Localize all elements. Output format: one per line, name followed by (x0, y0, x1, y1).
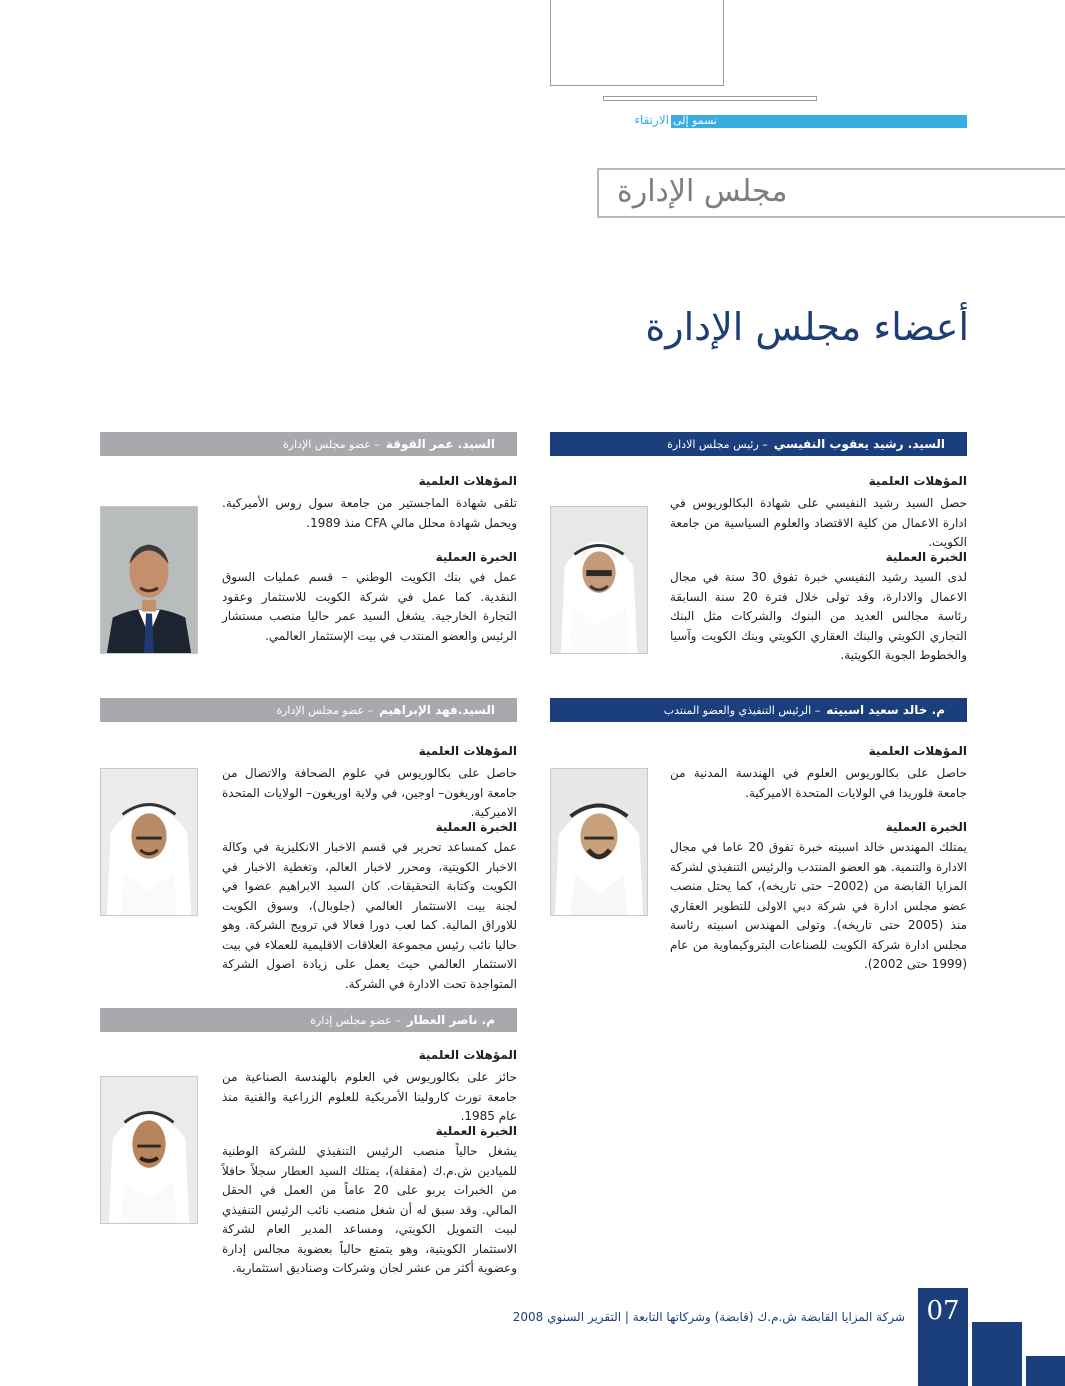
member-photo-1 (550, 506, 648, 654)
page-title: أعضاء مجلس الإدارة (645, 305, 969, 349)
member-role: – الرئيس التنفيذي والعضو المنتدب (663, 703, 821, 717)
footer-block-decoration (972, 1322, 1022, 1386)
experience-heading: الخبرة العملية (885, 820, 967, 834)
member-name: م. ناصر العطار (406, 1013, 495, 1027)
slogan-highlight-box (597, 115, 671, 128)
member-photo-3 (550, 768, 648, 916)
footer-block-decoration-small (1026, 1356, 1065, 1386)
member-role: – عضو مجلس الإدارة (283, 437, 380, 451)
member-header-1 (550, 432, 967, 456)
qualifications-heading: المؤهلات العلمية (418, 1048, 517, 1062)
section-title: مجلس الإدارة (617, 174, 788, 209)
member-photo-2 (100, 506, 198, 654)
member-experience: عمل كمساعد تحرير في قسم الاخبار الانكليزية في وكالة الاخبار الكويتية، ومحرر لاخبار العالم، وتغطية الاخبار في الكويت وكتابة التحقيقات. كان السيد الابراهيم عضوا في لجنة بيت الاستثمار العالمي (جلوبال)، وسوق الكويت للاوراق المالية. كما لعب دورا فعالا في ترويج الشركة. وهو حاليا نائب رئيس مجموعة العلاقات الاقليمية للعملاء في بيت الاستثمار العالمي حيث يعمل على زيادة اصول الشركة المتواجدة تحت الادارة في الشركة. (222, 840, 517, 991)
qualifications-heading: المؤهلات العلمية (418, 474, 517, 488)
page-number: 07 (926, 1296, 960, 1326)
slogan-bar (597, 115, 967, 128)
qualifications-heading: المؤهلات العلمية (868, 474, 967, 488)
member-header-5 (100, 1008, 517, 1032)
member-qualifications: حاصل على بكالوريوس العلوم في الهندسة المدنية من جامعة فلوريدا في الولايات المتحدة الاميركية. (670, 766, 967, 800)
member-qualifications: حاصل على بكالوريوس في علوم الصحافة والاتصال من جامعة اوريغون– اوجين، في ولاية اوريغون– الولايات المتحدة الاميركية. (222, 766, 517, 819)
member-name: السيد.فهد الإبراهيم (379, 703, 495, 717)
experience-heading: الخبرة العملية (435, 550, 517, 564)
member-experience: عمل في بنك الكويت الوطني – قسم عمليات السوق النقدية. كما عمل في شركة الكويت للاستثمار وعقود التجارة الخارجية. يشغل السيد عمر حاليا منصب مستشار الرئيس والعضو المنتدب في بيت الإستثمار العالمي. (222, 570, 517, 643)
member-experience: لدى السيد رشيد النفيسي خبرة تفوق 30 سنة في مجال الاعمال والادارة، وقد تولى خلال فترة 20 سنة السابقة رئاسة مجالس العديد من البنوك والشركات مثل البنك التجاري الكويتي والبنك العقاري الكويتي وبنك الكويت وآسيا والخطوط الجوية الكويتية. (670, 570, 968, 662)
member-name: السيد. عمر القوقة (385, 437, 495, 451)
page-number-box (918, 1288, 968, 1386)
member-photo-5 (100, 1076, 198, 1224)
top-line-decoration (603, 96, 817, 101)
footer-text: شركة المزايا القابضة ش.م.ك (قابضة) وشركاتها التابعة | التقرير السنوي 2008 (512, 1310, 905, 1324)
section-header (597, 168, 1065, 218)
member-experience: يمتلك المهندس خالد اسبيته خبرة تفوق 20 عاما في مجال الادارة والتنمية. هو العضو المنتدب والرئيس التنفيذي لشركة المزايا القابضة من (2002– حتى تاريخه)، كما يحتل منصب عضو مجلس ادارة في شركة دبي الاولى للتطوير العقاري منذ (2005 حتى تاريخه). وتولى المهندس اسبيته رئاسة مجلس ادارة شركة الكويت للصناعات البتروكيماوية من عام (1999 حتى 2002). (670, 840, 968, 971)
member-name: السيد. رشيد يعقوب النفيسي (773, 437, 945, 451)
qualifications-heading: المؤهلات العلمية (418, 744, 517, 758)
qualifications-heading: المؤهلات العلمية (868, 744, 967, 758)
member-qualifications: تلقى شهادة الماجستير من جامعة سول روس الأميركية. ويحمل شهادة محلل مالي CFA منذ 1989. (222, 496, 517, 530)
member-header-3 (550, 698, 967, 722)
member-qualifications: حصل السيد رشيد النفيسي على شهادة البكالوريوس في ادارة الاعمال من كلية الاقتصاد والعلوم السياسية من جامعة الكويت. (670, 496, 967, 549)
member-role: – عضو مجلس إدارة (310, 1013, 401, 1027)
slogan-text: نسمو إلى (673, 114, 717, 127)
member-header-4 (100, 698, 517, 722)
member-qualifications: حائز على بكالوريوس في العلوم بالهندسة الصناعية من جامعة نورث كارولينا الأمريكية للعلوم الزراعية والفنية منذ عام 1985. (222, 1070, 517, 1123)
slogan-highlight: الارتقاء (634, 113, 669, 127)
member-photo-4 (100, 768, 198, 916)
member-role: – رئيس مجلس الادارة (667, 437, 768, 451)
member-experience: يشغل حالياً منصب الرئيس التنفيذي للشركة الوطنية للميادين ش.م.ك (مقفلة)، يمتلك السيد العطار سجلاً حافلاً من الخبرات يربو على 20 عاماً من العمل في الحقل المالي. وقد سبق له أن شغل منصب نائب الرئيس التنفيذي لبيت التمويل الكويتي، ومساعد المدير العام لشركة الاستثمار الكويتية، وهو يتمتع حالياً بعضوية مجالس إدارة وعضوية أكثر من عشر لجان وشركات وصناديق استثمارية. (222, 1144, 517, 1275)
member-role: – عضو مجلس الإدارة (276, 703, 374, 717)
experience-heading: الخبرة العملية (435, 1124, 517, 1138)
member-header-2 (100, 432, 517, 456)
experience-heading: الخبرة العملية (885, 550, 967, 564)
member-name: م. خالد سعيد اسبيته (826, 703, 945, 717)
experience-heading: الخبرة العملية (435, 820, 517, 834)
top-frame-decoration (550, 0, 724, 86)
